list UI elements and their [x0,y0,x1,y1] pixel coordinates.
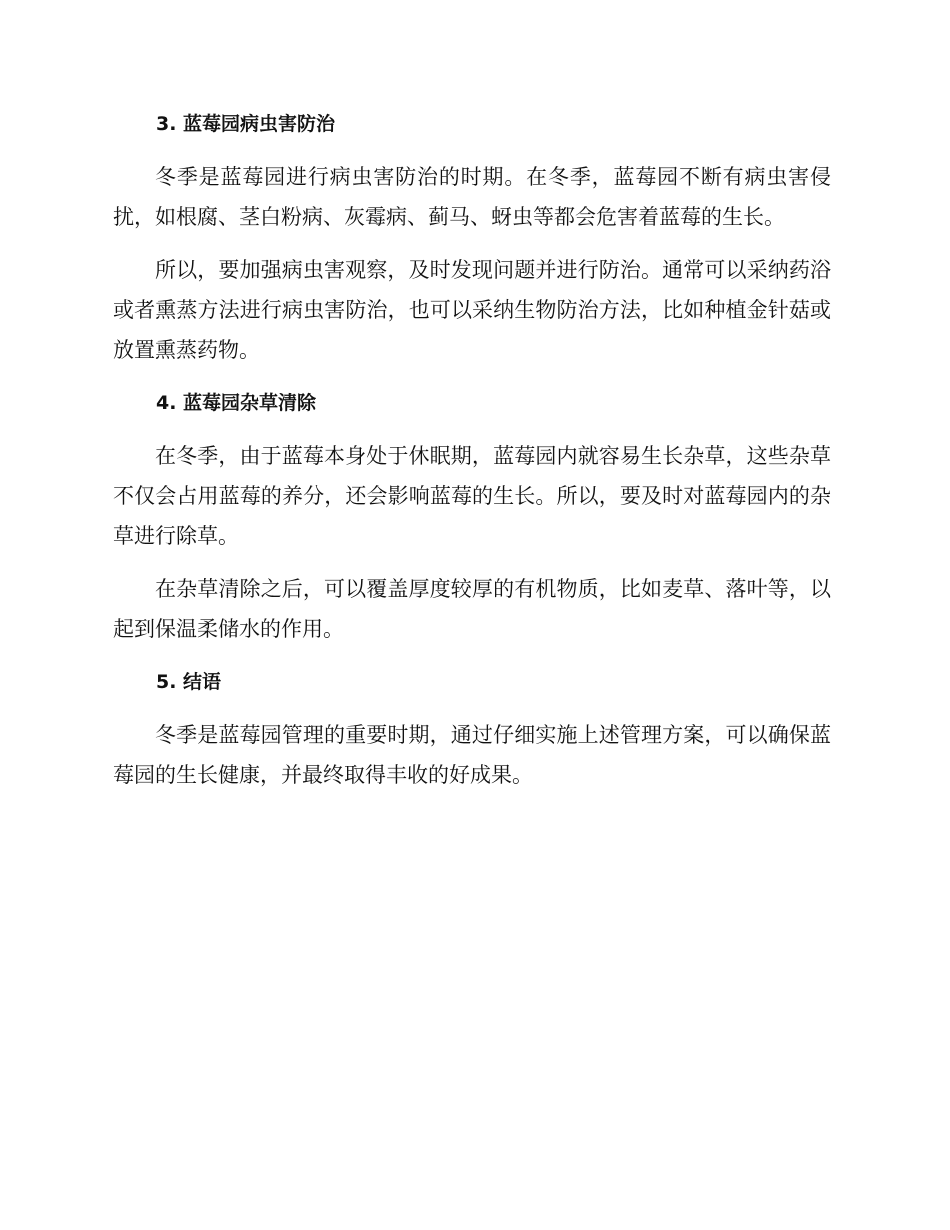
section-heading: 5. 结语 [156,671,222,693]
section-weed-removal [113,383,831,649]
section-conclusion [113,662,831,795]
document-page [113,104,831,808]
paragraph: 冬季是蓝莓园管理的重要时期，通过仔细实施上述管理方案，可以确保蓝莓园的生长健康，并最终取得丰收的好成果。 [113,723,831,787]
paragraph: 所以，要加强病虫害观察，及时发现问题并进行防治。通常可以采纳药浴或者熏蒸方法进行病虫害防治，也可以采纳生物防治方法，比如种植金针菇或放置熏蒸药物。 [113,258,831,362]
section-pest-control [113,104,831,370]
paragraph: 冬季是蓝莓园进行病虫害防治的时期。在冬季，蓝莓园不断有病虫害侵扰，如根腐、茎白粉病、灰霉病、蓟马、蚜虫等都会危害着蓝莓的生长。 [113,165,831,229]
paragraph: 在冬季，由于蓝莓本身处于休眠期，蓝莓园内就容易生长杂草，这些杂草不仅会占用蓝莓的养分，还会影响蓝莓的生长。所以，要及时对蓝莓园内的杂草进行除草。 [113,444,831,548]
section-heading: 4. 蓝莓园杂草清除 [156,392,317,414]
section-heading: 3. 蓝莓园病虫害防治 [156,113,336,135]
paragraph: 在杂草清除之后，可以覆盖厚度较厚的有机物质，比如麦草、落叶等，以起到保温柔储水的作用。 [113,577,831,641]
